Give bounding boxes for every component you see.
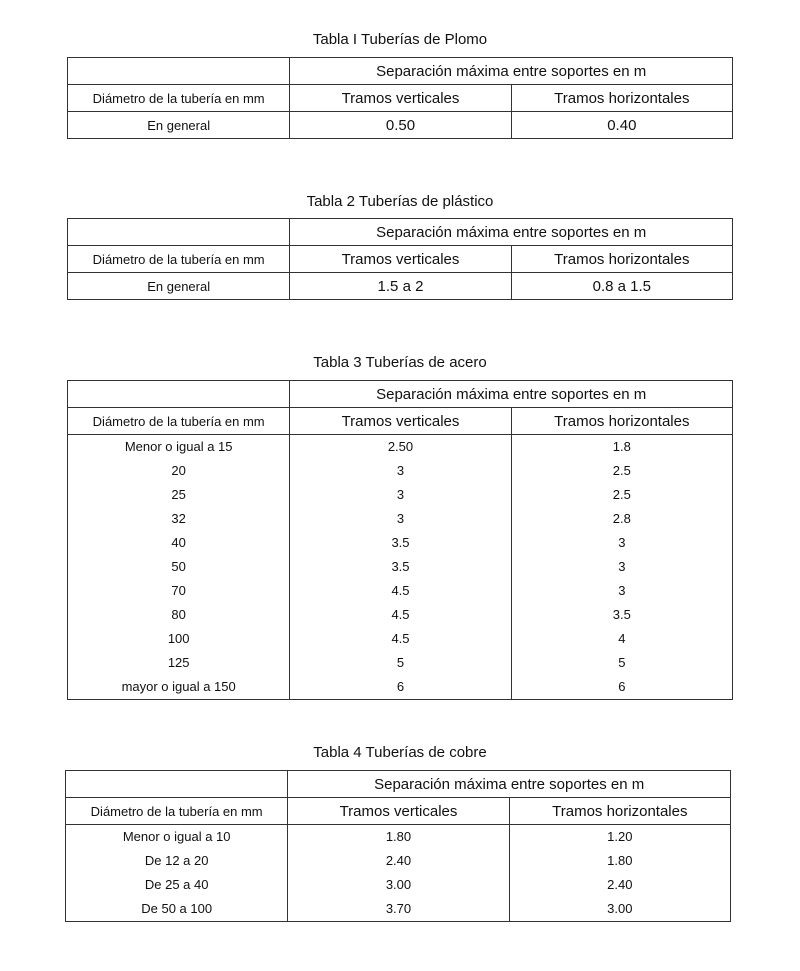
table-row <box>68 273 733 300</box>
horizontal-cell: 3 <box>618 535 626 550</box>
diameter-cell: 40 <box>171 535 186 550</box>
horizontal-header: Tramos horizontales <box>511 85 732 112</box>
header-empty-cell <box>66 771 288 798</box>
diameter-cell: Menor o igual a 15 <box>124 439 233 454</box>
header-empty-cell <box>68 219 290 246</box>
horizontal-cell: 4 <box>618 631 626 646</box>
horizontal-cell: 2.5 <box>612 463 631 478</box>
horizontal-header: Tramos horizontales <box>511 246 732 273</box>
horizontal-cell: 5 <box>618 655 626 670</box>
vertical-header: Tramos verticales <box>290 408 511 435</box>
diameter-cell: 125 <box>167 655 190 670</box>
group-header: Separación máxima entre soportes en m <box>290 58 733 85</box>
table-3-caption: Tabla 3 Tuberías de acero <box>313 354 487 371</box>
table-1-caption: Tabla I Tuberías de Plomo <box>312 31 488 48</box>
table-1-group-header-row <box>68 58 733 85</box>
horizontal-column <box>511 435 732 700</box>
vertical-cell: 3 <box>396 463 405 478</box>
diameter-cell: 50 <box>171 559 186 574</box>
table-4-column-header-row <box>66 798 731 825</box>
horizontal-column <box>509 825 730 922</box>
horizontal-cell: 3.5 <box>612 607 631 622</box>
vertical-column <box>290 435 511 700</box>
diameter-cell: 100 <box>167 631 190 646</box>
diameter-cell: Menor o igual a 10 <box>122 829 231 844</box>
header-empty-cell <box>68 58 290 85</box>
vertical-cell: 3.70 <box>385 901 412 916</box>
table-2-plastic-pipes <box>67 218 733 300</box>
vertical-cell: 1.5 a 2 <box>290 273 511 300</box>
diameter-cell: 20 <box>171 463 186 478</box>
vertical-header: Tramos verticales <box>288 798 509 825</box>
horizontal-header: Tramos horizontales <box>511 408 732 435</box>
table-1-column-header-row <box>68 85 733 112</box>
diameter-cell: mayor o igual a 150 <box>121 679 236 694</box>
diameter-header: Diámetro de la tubería en mm <box>68 408 290 435</box>
vertical-cell: 3.5 <box>391 535 410 550</box>
table-4-copper-pipes <box>65 770 731 922</box>
vertical-cell: 3 <box>396 487 405 502</box>
diameter-column <box>66 825 288 922</box>
table-2-group-header-row <box>68 219 733 246</box>
vertical-cell: 3 <box>396 511 405 526</box>
diameter-cell: En general <box>68 112 290 139</box>
table-3-body <box>68 435 733 700</box>
horizontal-cell: 1.80 <box>607 853 633 868</box>
group-header: Separación máxima entre soportes en m <box>288 771 731 798</box>
diameter-cell: De 25 a 40 <box>144 877 209 892</box>
diameter-cell: En general <box>68 273 290 300</box>
diameter-cell: 80 <box>171 607 186 622</box>
vertical-header: Tramos verticales <box>290 246 511 273</box>
horizontal-cell: 2.40 <box>607 877 633 892</box>
vertical-cell: 1.80 <box>385 829 412 844</box>
table-4-body <box>66 825 731 922</box>
vertical-column <box>288 825 509 922</box>
vertical-cell: 2.50 <box>387 439 414 454</box>
header-empty-cell <box>68 381 290 408</box>
vertical-cell: 3.5 <box>391 559 410 574</box>
vertical-header: Tramos verticales <box>290 85 511 112</box>
diameter-cell: De 50 a 100 <box>141 901 213 916</box>
vertical-cell: 4.5 <box>391 607 410 622</box>
horizontal-cell: 1.8 <box>612 439 631 454</box>
group-header: Separación máxima entre soportes en m <box>290 219 733 246</box>
table-3-column-header-row <box>68 408 733 435</box>
diameter-cell: 32 <box>171 511 186 526</box>
table-row <box>68 112 733 139</box>
diameter-header: Diámetro de la tubería en mm <box>68 246 290 273</box>
diameter-header: Diámetro de la tubería en mm <box>66 798 288 825</box>
horizontal-cell: 0.8 a 1.5 <box>511 273 732 300</box>
table-4-caption: Tabla 4 Tuberías de cobre <box>313 744 487 761</box>
horizontal-cell: 2.5 <box>612 487 631 502</box>
table-3-group-header-row <box>68 381 733 408</box>
vertical-cell: 6 <box>396 679 405 694</box>
vertical-cell: 4.5 <box>391 583 410 598</box>
diameter-cell: De 12 a 20 <box>144 853 209 868</box>
vertical-cell: 0.50 <box>290 112 511 139</box>
table-1-lead-pipes <box>67 57 733 139</box>
diameter-cell: 70 <box>171 583 186 598</box>
horizontal-cell: 3.00 <box>607 901 633 916</box>
diameter-header: Diámetro de la tubería en mm <box>68 85 290 112</box>
vertical-cell: 3.00 <box>385 877 412 892</box>
horizontal-cell: 1.20 <box>607 829 633 844</box>
vertical-cell: 2.40 <box>385 853 412 868</box>
table-2-column-header-row <box>68 246 733 273</box>
diameter-column <box>68 435 290 700</box>
table-2-caption: Tabla 2 Tuberías de plástico <box>306 193 494 210</box>
horizontal-header: Tramos horizontales <box>509 798 730 825</box>
horizontal-cell: 6 <box>618 679 626 694</box>
vertical-cell: 4.5 <box>391 631 410 646</box>
diameter-cell: 25 <box>171 487 186 502</box>
horizontal-cell: 3 <box>618 559 626 574</box>
group-header: Separación máxima entre soportes en m <box>290 381 733 408</box>
horizontal-cell: 2.8 <box>612 511 631 526</box>
vertical-cell: 5 <box>396 655 405 670</box>
horizontal-cell: 3 <box>618 583 626 598</box>
horizontal-cell: 0.40 <box>511 112 732 139</box>
table-3-steel-pipes <box>67 380 733 700</box>
table-4-group-header-row <box>66 771 731 798</box>
